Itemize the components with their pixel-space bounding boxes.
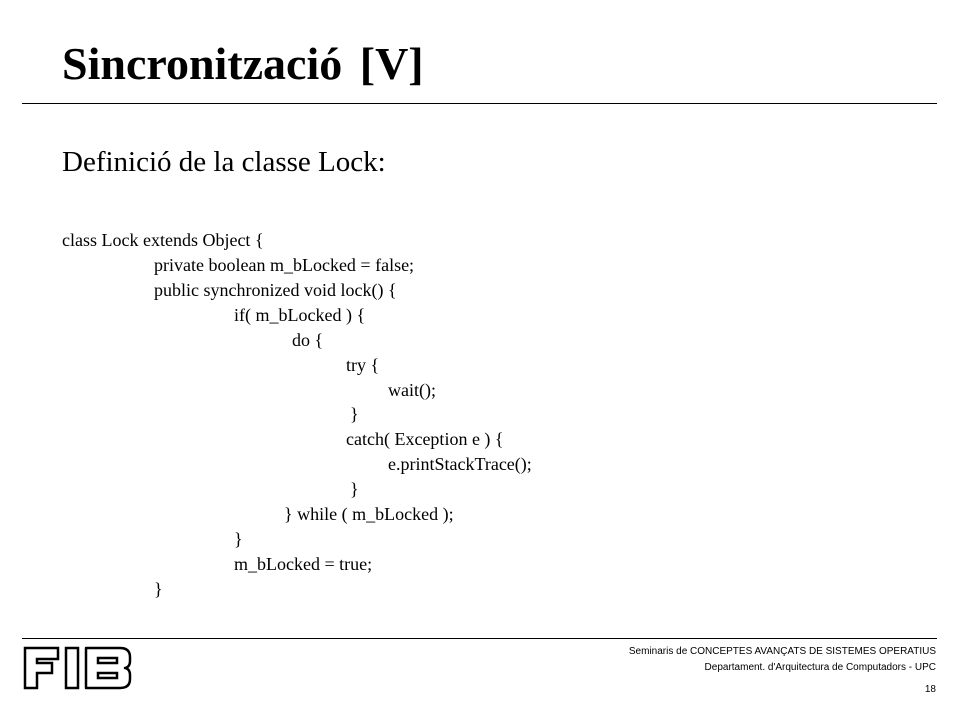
code-line: wait(); (388, 380, 436, 400)
code-listing (0, 224, 960, 608)
code-line: e.printStackTrace(); (388, 454, 532, 474)
footer-course-name: Seminaris de CONCEPTES AVANÇATS DE SISTEMES OPERATIUS (628, 646, 936, 657)
code-line: } while ( m_bLocked ); (284, 504, 454, 524)
code-line: } (234, 529, 243, 549)
slide-title: Sincronització [V] (62, 38, 424, 89)
title-divider (22, 103, 937, 104)
code-line: } (154, 579, 163, 599)
code-line: do { (292, 330, 324, 350)
code-line: catch( Exception e ) { (346, 429, 504, 449)
code-line: if( m_bLocked ) { (234, 305, 366, 325)
fib-logo (22, 645, 134, 691)
code-line: private boolean m_bLocked = false; (154, 255, 415, 275)
code-line: } (350, 404, 359, 424)
code-line: } (350, 479, 359, 499)
footer-divider (22, 638, 937, 639)
code-line: public synchronized void lock() { (154, 280, 397, 300)
code-line: class Lock extends Object { (62, 230, 264, 250)
code-line: try { (346, 355, 380, 375)
code-line: m_bLocked = true; (234, 554, 373, 574)
slide-subtitle: Definició de la classe Lock: (62, 146, 386, 178)
footer-department: Departament. d'Arquitectura de Computadors - UPC (704, 662, 936, 673)
page-number: 18 (924, 684, 936, 695)
